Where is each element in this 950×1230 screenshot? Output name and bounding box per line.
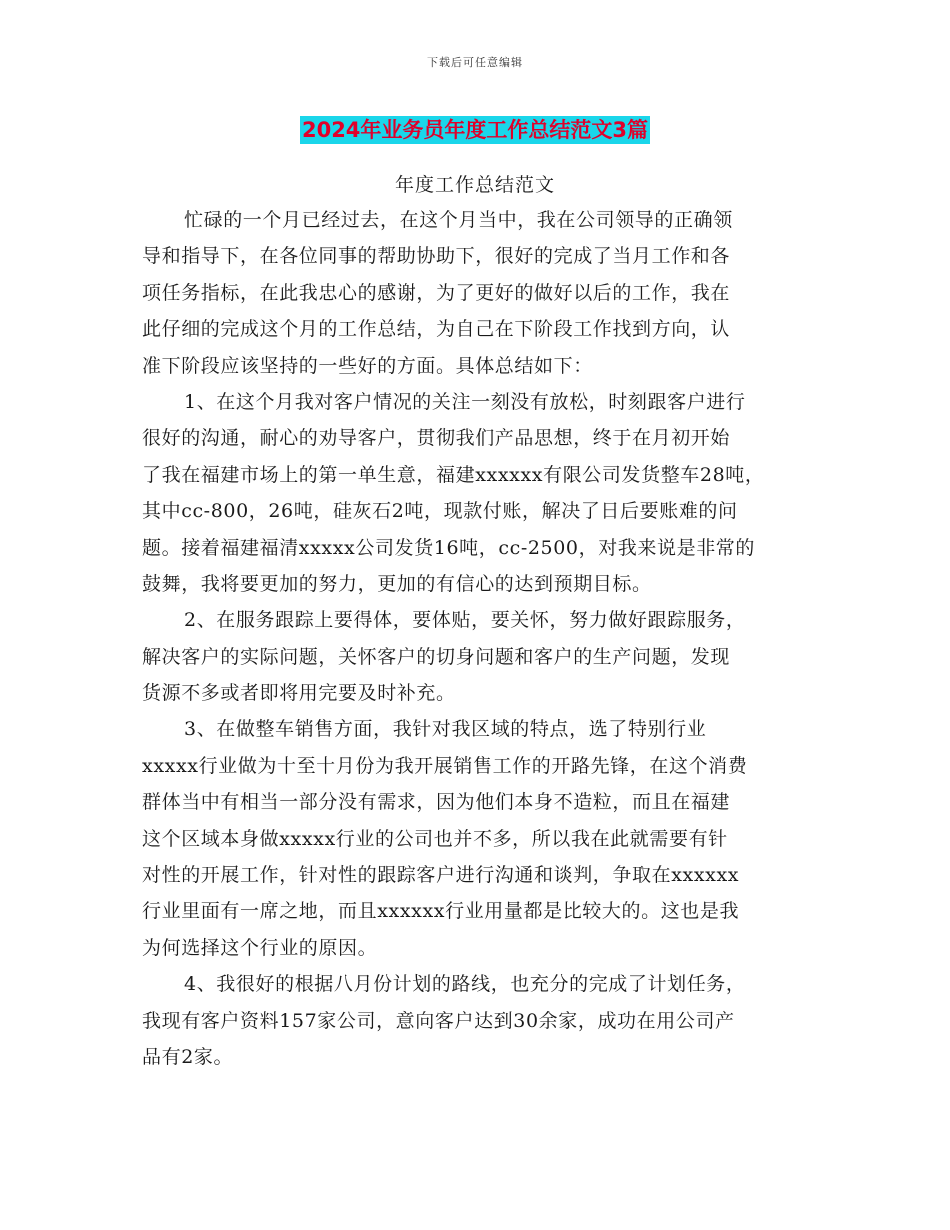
- paragraph-line: 群体当中有相当一部分没有需求，因为他们本身不造粒，而且在福建: [142, 791, 731, 814]
- paragraph-item-4: [142, 966, 822, 1075]
- paragraph-line: 4、我很好的根据八月份计划的路线，也充分的完成了计划任务，: [184, 973, 746, 996]
- paragraph-line: 题。接着福建福清xxxxx公司发货16吨，cc-2500，对我来说是非常的: [142, 536, 756, 559]
- header-note: 下载后可任意编辑: [427, 56, 523, 69]
- paragraph-line: 其中cc-800，26吨，硅灰石2吨，现款付账，解决了日后要账难的问: [142, 500, 738, 523]
- paragraph-intro: [142, 202, 822, 384]
- paragraph-line: 项任务指标，在此我忠心的感谢，为了更好的做好以后的工作，我在: [142, 281, 731, 304]
- paragraph-line: 1、在这个月我对客户情况的关注一刻没有放松，时刻跟客户进行: [184, 390, 746, 413]
- paragraph-item-2: [142, 602, 822, 711]
- paragraph-line: 此仔细的完成这个月的工作总结，为自己在下阶段工作找到方向，认: [142, 318, 731, 341]
- paragraph-line: 行业里面有一席之地，而且xxxxxx行业用量都是比较大的。这也是我: [142, 900, 740, 923]
- paragraph-line: 忙碌的一个月已经过去，在这个月当中，我在公司领导的正确领: [184, 209, 733, 231]
- paragraph-line: 解决客户的实际问题，关怀客户的切身问题和客户的生产问题，发现: [142, 645, 731, 668]
- paragraph-line: 导和指导下，在各位同事的帮助协助下，很好的完成了当月工作和各: [142, 245, 731, 268]
- document-body: [142, 202, 822, 1075]
- document-title: 2024年业务员年度工作总结范文3篇: [301, 118, 649, 142]
- document-subtitle: 年度工作总结范文: [394, 174, 555, 196]
- paragraph-item-3: [142, 711, 822, 966]
- paragraph-line: 品有2家。: [142, 1045, 234, 1068]
- paragraph-line: 鼓舞，我将要更加的努力，更加的有信心的达到预期目标。: [142, 572, 652, 595]
- paragraph-line: 了我在福建市场上的第一单生意，福建xxxxxx有限公司发货整车28吨，: [142, 463, 765, 486]
- paragraph-line: xxxxx行业做为十至十月份为我开展销售工作的开路先锋，在这个消费: [142, 754, 748, 777]
- paragraph-line: 对性的开展工作，针对性的跟踪客户进行沟通和谈判，争取在xxxxxx: [142, 864, 740, 887]
- paragraph-line: 我现有客户资料157家公司，意向客户达到30余家，成功在用公司产: [142, 1009, 735, 1032]
- paragraph-line: 2、在服务跟踪上要得体，要体贴，要关怀，努力做好跟踪服务，: [184, 609, 746, 632]
- paragraph-item-1: [142, 384, 822, 602]
- document-title-container: [0, 116, 950, 144]
- paragraph-line: 3、在做整车销售方面，我针对我区域的特点，选了特别行业: [184, 718, 707, 741]
- paragraph-line: 很好的沟通，耐心的劝导客户，贯彻我们产品思想，终于在月初开始: [142, 427, 731, 450]
- paragraph-line: 货源不多或者即将用完要及时补充。: [142, 682, 456, 705]
- paragraph-line: 为何选择这个行业的原因。: [142, 936, 378, 959]
- paragraph-line: 这个区域本身做xxxxx行业的公司也并不多，所以我在此就需要有针: [142, 827, 728, 850]
- paragraph-line: 准下阶段应该坚持的一些好的方面。具体总结如下：: [142, 354, 593, 377]
